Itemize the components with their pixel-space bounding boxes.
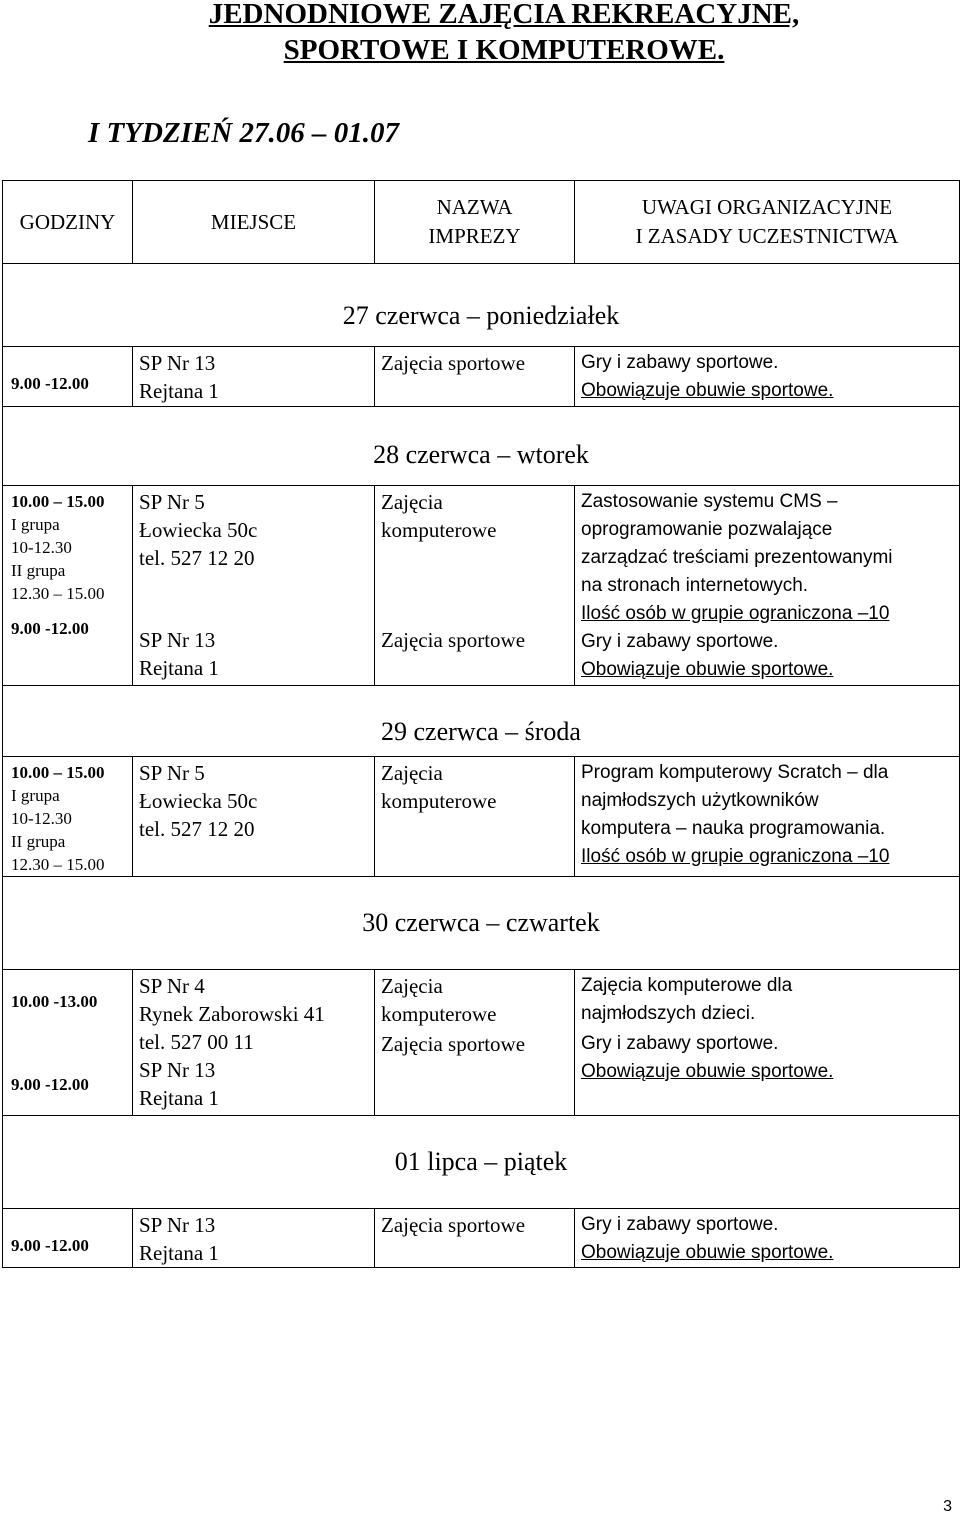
table-row bbox=[3, 347, 960, 407]
time-text: 9.00 -12.00 bbox=[11, 1075, 89, 1094]
event-name: Zajęcia bbox=[381, 761, 443, 785]
place-line: SP Nr 5 bbox=[139, 490, 205, 514]
time-text: 9.00 -12.00 bbox=[11, 619, 89, 638]
place-line: SP Nr 13 bbox=[139, 1058, 216, 1082]
time-text: I grupa bbox=[11, 786, 60, 805]
document-title-line-2: SPORTOWE I KOMPUTEROWE. bbox=[283, 34, 725, 66]
time-text: 9.00 -12.00 bbox=[11, 374, 89, 393]
time-cell bbox=[3, 970, 133, 1116]
time-cell bbox=[3, 757, 133, 877]
place-line: Łowiecka 50c bbox=[139, 518, 258, 542]
note-line: najmłodszych użytkowników bbox=[581, 790, 819, 811]
note-line: Obowiązuje obuwie sportowe. bbox=[581, 1061, 834, 1082]
event-name: komputerowe bbox=[381, 1002, 497, 1026]
place-cell bbox=[133, 347, 375, 407]
place-line: Rejtana 1 bbox=[139, 1241, 219, 1265]
event-name-cell bbox=[375, 486, 575, 686]
note-line: zarządzać treściami prezentowanymi bbox=[581, 547, 893, 568]
event-name: komputerowe bbox=[381, 789, 497, 813]
time-cell bbox=[3, 486, 133, 686]
day-label-monday: 27 czerwca – poniedziałek bbox=[342, 301, 620, 330]
header-uwagi-line-2: I ZASADY UCZESTNICTWA bbox=[635, 224, 899, 248]
place-cell bbox=[133, 486, 375, 686]
place-line: Rejtana 1 bbox=[139, 656, 219, 680]
note-line: oprogramowanie pozwalające bbox=[581, 519, 833, 540]
note-line: Obowiązuje obuwie sportowe. bbox=[581, 1242, 834, 1263]
day-label-tuesday: 28 czerwca – wtorek bbox=[373, 440, 589, 469]
time-text: 10.00 – 15.00 bbox=[11, 492, 105, 511]
place-line: SP Nr 5 bbox=[139, 761, 205, 785]
place-line: tel. 527 00 11 bbox=[139, 1030, 254, 1054]
note-line: Gry i zabawy sportowe. bbox=[581, 352, 779, 373]
note-line: Ilość osób w grupie ograniczona –10 bbox=[581, 603, 890, 624]
note-line: Gry i zabawy sportowe. bbox=[581, 1033, 779, 1054]
place-line: Łowiecka 50c bbox=[139, 789, 258, 813]
place-line: SP Nr 13 bbox=[139, 628, 216, 652]
event-name-cell bbox=[375, 970, 575, 1116]
note-line: na stronach internetowych. bbox=[581, 575, 809, 596]
place-cell bbox=[133, 970, 375, 1116]
day-row-wednesday bbox=[3, 686, 960, 757]
document-title-line-1: JEDNODNIOWE ZAJĘCIA REKREACYJNE, bbox=[208, 0, 800, 30]
note-line: komputera – nauka programowania. bbox=[581, 818, 886, 839]
event-name: Zajęcia sportowe bbox=[381, 351, 526, 375]
place-line: tel. 527 12 20 bbox=[139, 817, 255, 841]
day-row-monday bbox=[3, 264, 960, 347]
note-cell bbox=[575, 486, 960, 686]
time-cell bbox=[3, 347, 133, 407]
time-text: II grupa bbox=[11, 832, 66, 851]
time-text: 10.00 -13.00 bbox=[11, 992, 98, 1011]
note-line: Zastosowanie systemu CMS – bbox=[581, 491, 838, 512]
header-uwagi-line-1: UWAGI ORGANIZACYJNE bbox=[641, 195, 893, 219]
event-name: komputerowe bbox=[381, 518, 497, 542]
time-cell bbox=[3, 1209, 133, 1268]
time-text: 12.30 – 15.00 bbox=[11, 855, 105, 874]
week-heading: I TYDZIEŃ 27.06 – 01.07 bbox=[88, 117, 399, 149]
place-line: Rejtana 1 bbox=[139, 1086, 219, 1110]
place-line: Rejtana 1 bbox=[139, 379, 219, 403]
place-line: SP Nr 13 bbox=[139, 351, 216, 375]
event-name-cell bbox=[375, 757, 575, 877]
day-label-friday: 01 lipca – piątek bbox=[394, 1147, 568, 1176]
event-name-cell bbox=[375, 347, 575, 407]
time-text: 9.00 -12.00 bbox=[11, 1235, 89, 1255]
note-line: Gry i zabawy sportowe. bbox=[581, 631, 779, 652]
place-cell bbox=[133, 757, 375, 877]
page-number: 3 bbox=[943, 1498, 952, 1515]
note-line: Ilość osób w grupie ograniczona –10 bbox=[581, 846, 890, 867]
note-line: Gry i zabawy sportowe. bbox=[581, 1214, 779, 1235]
place-line: tel. 527 12 20 bbox=[139, 546, 255, 570]
header-nazwa-line-1: NAZWA bbox=[436, 195, 513, 219]
table-row bbox=[3, 970, 960, 1116]
day-row-tuesday bbox=[3, 407, 960, 486]
note-line: najmłodszych dzieci. bbox=[581, 1003, 756, 1024]
header-nazwa bbox=[375, 181, 575, 264]
note-line: Program komputerowy Scratch – dla bbox=[581, 762, 889, 783]
place-line: Rynek Zaborowski 41 bbox=[139, 1002, 325, 1026]
day-row-friday bbox=[3, 1116, 960, 1209]
place-line: SP Nr 13 bbox=[139, 1213, 216, 1237]
place-line: SP Nr 4 bbox=[139, 974, 205, 998]
place-cell bbox=[133, 1209, 375, 1268]
table-row bbox=[3, 486, 960, 686]
day-row-thursday bbox=[3, 877, 960, 970]
event-name: Zajęcia sportowe bbox=[381, 628, 526, 652]
header-row bbox=[3, 181, 960, 264]
time-text: I grupa bbox=[11, 515, 60, 534]
event-name: Zajęcia bbox=[381, 490, 443, 514]
note-cell bbox=[575, 1209, 960, 1268]
event-name: Zajęcia sportowe bbox=[381, 1213, 526, 1237]
note-line: Obowiązuje obuwie sportowe. bbox=[581, 380, 834, 401]
header-uwagi bbox=[575, 181, 960, 264]
time-text: 12.30 – 15.00 bbox=[11, 584, 105, 603]
note-cell bbox=[575, 757, 960, 877]
header-nazwa-line-2: IMPREZY bbox=[428, 224, 521, 248]
table-row bbox=[3, 757, 960, 877]
time-text: 10-12.30 bbox=[11, 538, 72, 557]
event-name-cell bbox=[375, 1209, 575, 1268]
event-name: Zajęcia sportowe bbox=[381, 1032, 526, 1056]
schedule-table bbox=[2, 180, 960, 1268]
day-label-wednesday: 29 czerwca – środa bbox=[381, 717, 581, 746]
time-text: 10-12.30 bbox=[11, 809, 72, 828]
note-line: Obowiązuje obuwie sportowe. bbox=[581, 659, 834, 680]
note-cell bbox=[575, 347, 960, 407]
event-name: Zajęcia bbox=[381, 974, 443, 998]
header-godziny: GODZINY bbox=[3, 181, 133, 264]
note-cell bbox=[575, 970, 960, 1116]
table-row bbox=[3, 1209, 960, 1268]
time-text: II grupa bbox=[11, 561, 66, 580]
header-miejsce: MIEJSCE bbox=[133, 181, 375, 264]
note-line: Zajęcia komputerowe dla bbox=[581, 975, 793, 996]
day-label-thursday: 30 czerwca – czwartek bbox=[362, 908, 600, 937]
time-text: 10.00 – 15.00 bbox=[11, 763, 105, 782]
